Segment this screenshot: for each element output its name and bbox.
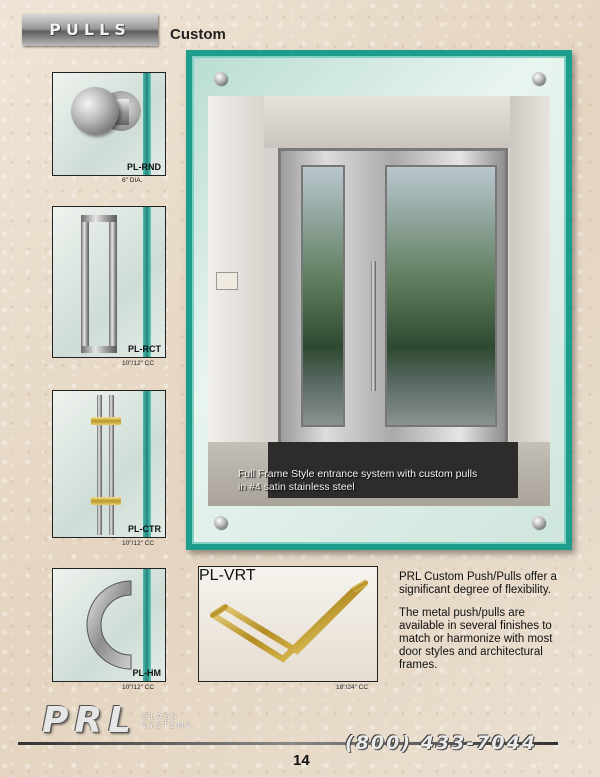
product-code: PL-HM <box>132 668 161 678</box>
section-badge <box>22 14 158 46</box>
product-tile-pl-ctr <box>52 390 166 538</box>
glass-edge <box>143 207 151 357</box>
standoff-bolt-icon <box>532 516 545 529</box>
phone-number: (800) 433-7044 <box>345 732 538 754</box>
product-tile-pl-vrt <box>198 566 378 682</box>
product-tile-pl-rnd <box>52 72 166 176</box>
standoff-bolt-icon <box>532 72 545 85</box>
photo-door-glass-right <box>385 165 497 427</box>
photo-caption: Full Frame Style entrance system with custom pulls in #4 satin stainless steel <box>238 468 478 493</box>
pull-bar-bottom <box>81 346 117 353</box>
page-subtitle: Custom <box>170 26 226 43</box>
pull-bar-left <box>81 215 89 353</box>
pull-bar-top <box>81 215 117 222</box>
round-pull-image <box>71 87 119 135</box>
photo-wall-switch <box>216 272 238 290</box>
product-size: 10"/12" CC <box>122 540 155 547</box>
company-logo: PRL <box>42 700 138 741</box>
product-size: 6" DIA. <box>122 177 143 184</box>
description-paragraph: PRL Custom Push/Pulls offer a significant degree of flexibility. <box>399 571 557 596</box>
product-code: PL-RND <box>127 162 161 172</box>
vertical-pull-image <box>205 575 373 671</box>
section-badge-label: PULLS <box>49 20 131 39</box>
glass-edge <box>143 391 151 537</box>
standoff-bolt-icon <box>214 72 227 85</box>
photo-door-frame <box>278 148 508 448</box>
entrance-photo <box>208 96 550 506</box>
featured-photo-frame <box>186 50 572 550</box>
description-paragraph: The metal push/pulls are available in several finishes to match or harmonize with most door styles and architectural frames. <box>399 607 553 671</box>
product-code: PL-RCT <box>128 344 161 354</box>
pull-rod-right <box>109 395 114 535</box>
product-size: 10"/12" CC <box>122 360 155 367</box>
pull-bar-right <box>109 215 117 353</box>
logo-subtext-line: GLASS <box>142 712 179 721</box>
product-tile-pl-rct <box>52 206 166 358</box>
product-code: PL-VRT <box>199 567 256 584</box>
product-size: 18"/24" CC <box>336 684 369 691</box>
logo-subtext-line: SYSTEMS <box>142 721 193 730</box>
pull-rod-left <box>97 395 102 535</box>
glass-edge <box>143 73 151 175</box>
product-code: PL-CTR <box>128 524 161 534</box>
brass-standoff-bottom <box>91 497 121 505</box>
page-number: 14 <box>293 752 310 769</box>
photo-door-pull <box>371 261 376 391</box>
product-description <box>399 571 569 672</box>
photo-door-glass-left <box>301 165 345 427</box>
company-logo-subtext <box>142 712 193 730</box>
standoff-bolt-icon <box>214 516 227 529</box>
product-tile-pl-hm <box>52 568 166 682</box>
brass-standoff-top <box>91 417 121 425</box>
half-moon-pull-image <box>73 577 143 673</box>
glass-edge <box>143 569 151 681</box>
product-size: 10"/12" CC <box>122 684 155 691</box>
